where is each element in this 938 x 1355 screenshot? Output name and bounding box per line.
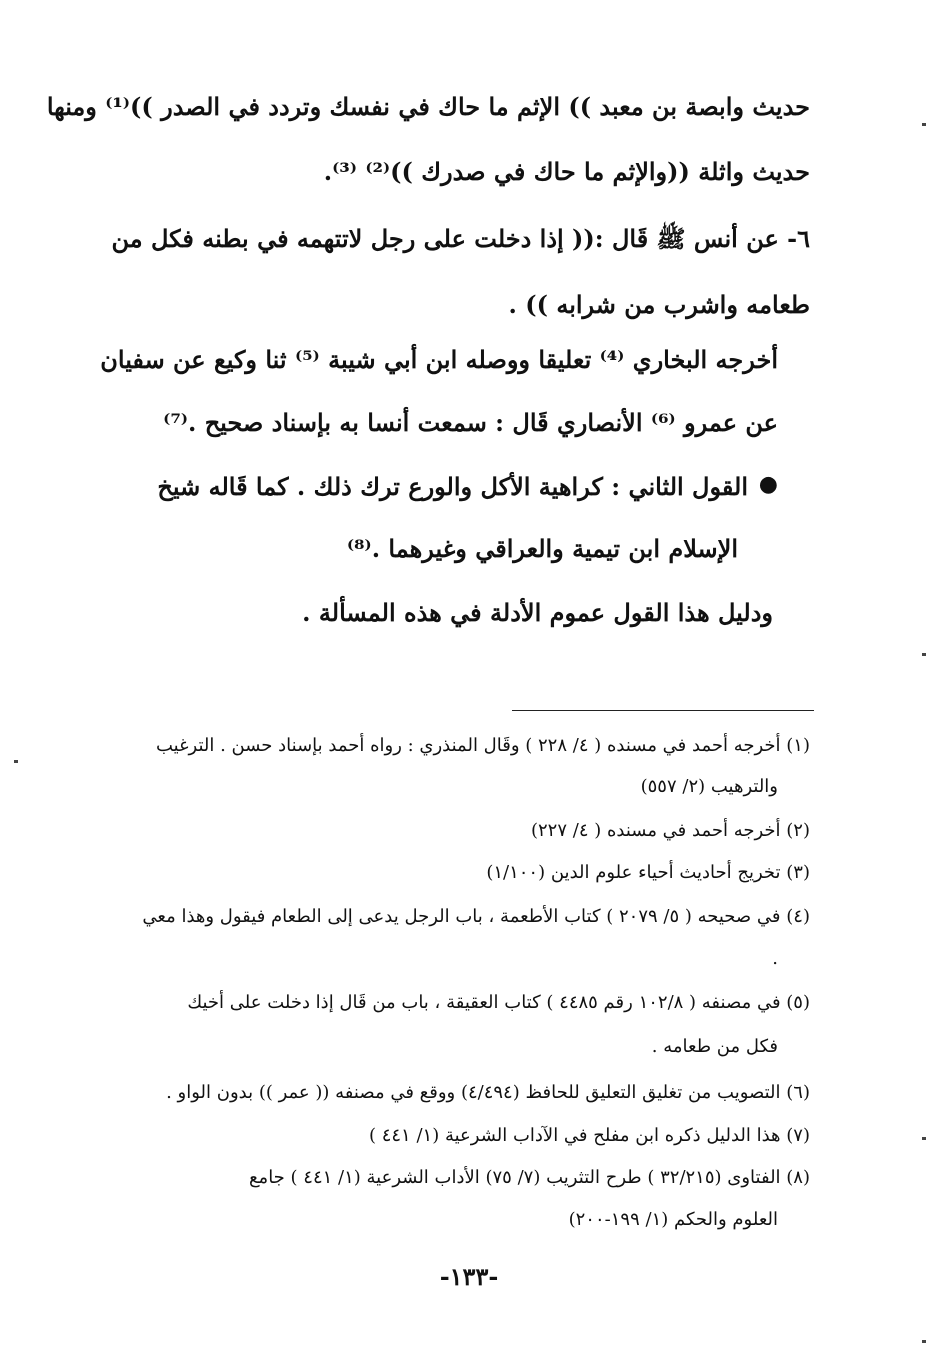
main-line-1: حديث وابصة بن معبد )) الإثم ما حاك في نفسك وتردد في الصدر ))⁽¹⁾ ومنها bbox=[46, 92, 810, 121]
footnote-line-9: (٦) التصويب من تغليق التعليق للحافظ (٤/٤٩٤) ووقع في مصنفه (( عمر )) بدون الواو . bbox=[166, 1082, 810, 1103]
footnote-line-1: (١) أخرجه أحمد في مسنده ( ٤/ ٢٢٨ ) وقَال المنذري : رواه أحمد بإسناد حسن . الترغيب bbox=[156, 735, 810, 756]
scan-speck bbox=[922, 1340, 926, 1343]
scan-speck bbox=[14, 760, 18, 763]
footnote-line-11: (٨) الفتاوى (٣٢/٢١٥ ) طرح التثريب (٧/ ٧٥) الأداب الشرعية (١/ ٤٤١ ) جامع bbox=[248, 1167, 810, 1188]
footnote-line-6: . bbox=[772, 948, 778, 969]
footnote-line-12: العلوم والحكم (١/ ١٩٩-٢٠٠) bbox=[568, 1209, 778, 1230]
main-line-9: ودليل هذا القول عموم الأدلة في هذه المسألة . bbox=[302, 598, 773, 627]
scan-speck bbox=[922, 653, 926, 656]
footnote-line-7: (٥) في مصنفه ( ١٠٢/٨ رقم ٤٤٨٥ ) كتاب العقيقة ، باب من قَال إذا دخلت على أخيك bbox=[187, 992, 810, 1013]
footnote-line-8: فكل من طعامه . bbox=[651, 1036, 778, 1057]
main-line-3: ٦- عن أنس ﷺ قَال :(( إذا دخلت على رجل لاتتهمه في بطنه فكل من bbox=[111, 224, 810, 253]
main-line-5: أخرجه البخاري ⁽⁴⁾ تعليقا ووصله ابن أبي شيبة ⁽⁵⁾ ثنا وكيع عن سفيان bbox=[100, 345, 778, 374]
footnote-line-10: (٧) هذا الدليل ذكره ابن مفلح في الآداب الشرعية (١/ ٤٤١ ) bbox=[368, 1125, 810, 1146]
scan-speck bbox=[922, 123, 926, 126]
footnote-line-2: والترهيب (٢/ ٥٥٧) bbox=[640, 776, 778, 797]
footnote-line-4: (٣) تخريج أحاديث أحياء علوم الدين (١/١٠٠) bbox=[486, 862, 810, 883]
footnote-line-3: (٢) أخرجه أحمد في مسنده ( ٤/ ٢٢٧) bbox=[530, 820, 810, 841]
bullet-icon: ● bbox=[758, 472, 778, 497]
main-line-7: القول الثاني : كراهية الأكل والورع ترك ذلك . كما قَاله شيخ bbox=[157, 472, 748, 501]
main-line-2: حديث واثلة ((والإثم ما حاك في صدرك ))⁽²⁾ ⁽³⁾. bbox=[323, 157, 810, 186]
footnote-separator bbox=[512, 710, 814, 711]
scan-speck bbox=[922, 1137, 926, 1140]
main-line-8: الإسلام ابن تيمية والعراقي وغيرهما .⁽⁸⁾ bbox=[346, 534, 738, 563]
main-line-4: طعامه واشرب من شرابه )) . bbox=[508, 290, 810, 319]
page-number: -١٣٣- bbox=[439, 1262, 499, 1291]
footnote-line-5: (٤) في صحيحه ( ٥/ ٢٠٧٩ ) كتاب الأطعمة ، باب الرجل يدعى إلى الطعام فيقول وهذا معي bbox=[142, 906, 810, 927]
main-line-6: عن عمرو ⁽⁶⁾ الأنصاري قَال : سمعت أنسا به بإسناد صحيح .⁽⁷⁾ bbox=[163, 408, 778, 437]
